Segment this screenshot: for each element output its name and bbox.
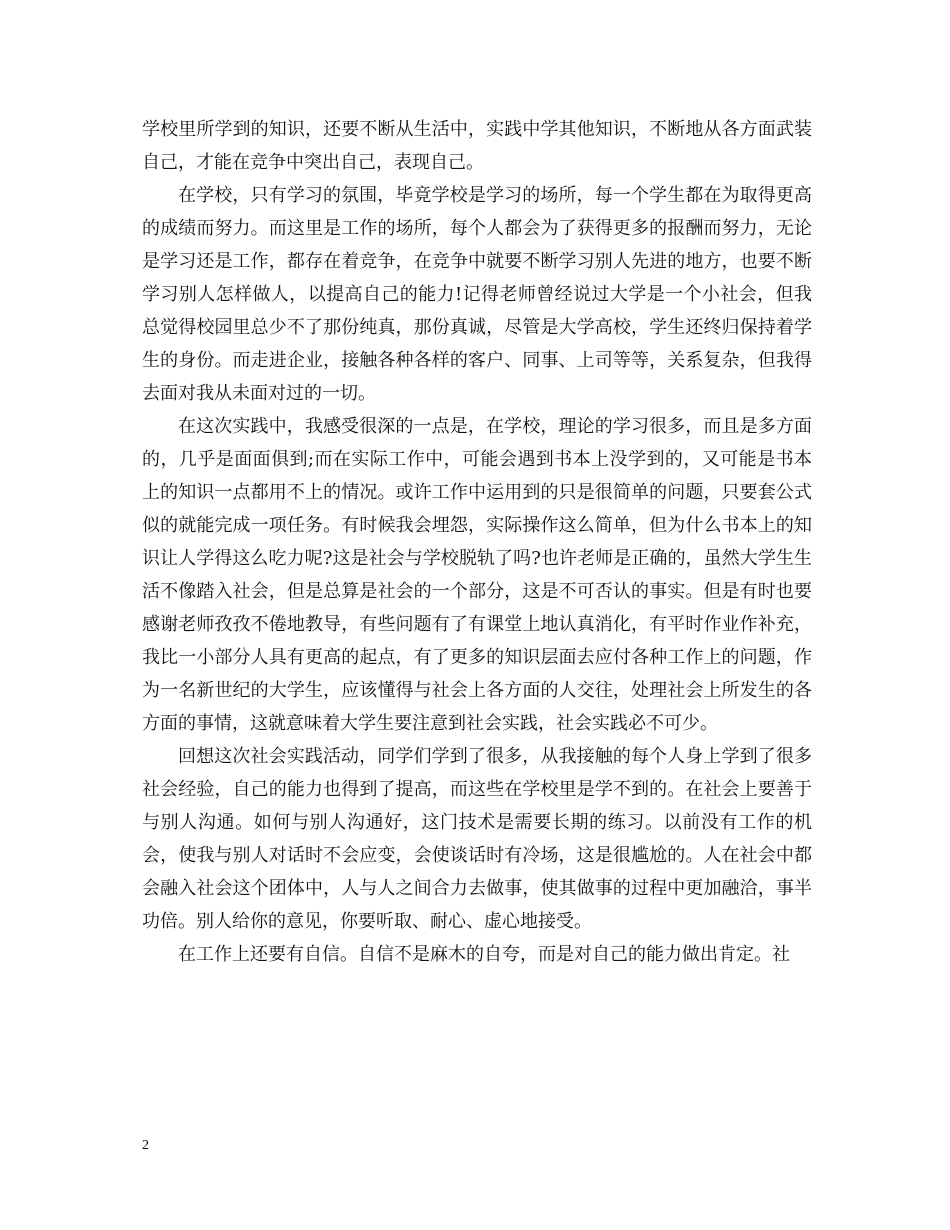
page-number: 2: [142, 1138, 149, 1153]
paragraph-1: 学校里所学到的知识，还要不断从生活中，实践中学其他知识，不断地从各方面武装自己，才能在竞争中突出自己，表现自己。: [142, 119, 812, 173]
paragraph-4: 回想这次社会实践活动，同学们学到了很多，从我接触的每个人身上学到了很多社会经验，自己的能力也得到了提高，而这些在学校里是学不到的。在社会上要善于与别人沟通。如何与别人沟通好，这门技术是需要长期的练习。以前没有工作的机会，使我与别人对话时不会应变，会使谈话时有冷场，这是很尴尬的。人在社会中都会融入社会这个团体中，人与人之间合力去做事，使其做事的过程中更加融洽，事半功倍。别人给你的意见，你要听取、耐心、虚心地接受。: [142, 746, 812, 932]
paragraph-5: 在工作上还要有自信。自信不是麻木的自夸，而是对自己的能力做出肯定。社: [178, 944, 790, 965]
body-text: [142, 113, 812, 971]
paragraph-2: 在学校，只有学习的氛围，毕竟学校是学习的场所，每一个学生都在为取得更高的成绩而努力。而这里是工作的场所，每个人都会为了获得更多的报酬而努力，无论是学习还是工作，都存在着竞争，在竞争中就要不断学习别人先进的地方，也要不断学习别人怎样做人，以提高自己的能力!记得老师曾经说过大学是一个小社会，但我总觉得校园里总少不了那份纯真，那份真诚，尽管是大学高校，学生还终归保持着学生的身份。而走进企业，接触各种各样的客户、同事、上司等等，关系复杂，但我得去面对我从未面对过的一切。: [142, 185, 812, 404]
paragraph-3: 在这次实践中，我感受很深的一点是，在学校，理论的学习很多，而且是多方面的，几乎是面面俱到;而在实际工作中，可能会遇到书本上没学到的，又可能是书本上的知识一点都用不上的情况。或许工作中运用到的只是很简单的问题，只要套公式似的就能完成一项任务。有时候我会埋怨，实际操作这么简单，但为什么书本上的知识让人学得这么吃力呢?这是社会与学校脱轨了吗?也许老师是正确的，虽然大学生生活不像踏入社会，但是总算是社会的一个部分，这是不可否认的事实。但是有时也要感谢老师孜孜不倦地教导，有些问题有了有课堂上地认真消化，有平时作业作补充，我比一小部分人具有更高的起点，有了更多的知识层面去应付各种工作上的问题，作为一名新世纪的大学生，应该懂得与社会上各方面的人交往，处理社会上所发生的各方面的事情，这就意味着大学生要注意到社会实践，社会实践必不可少。: [142, 416, 812, 734]
